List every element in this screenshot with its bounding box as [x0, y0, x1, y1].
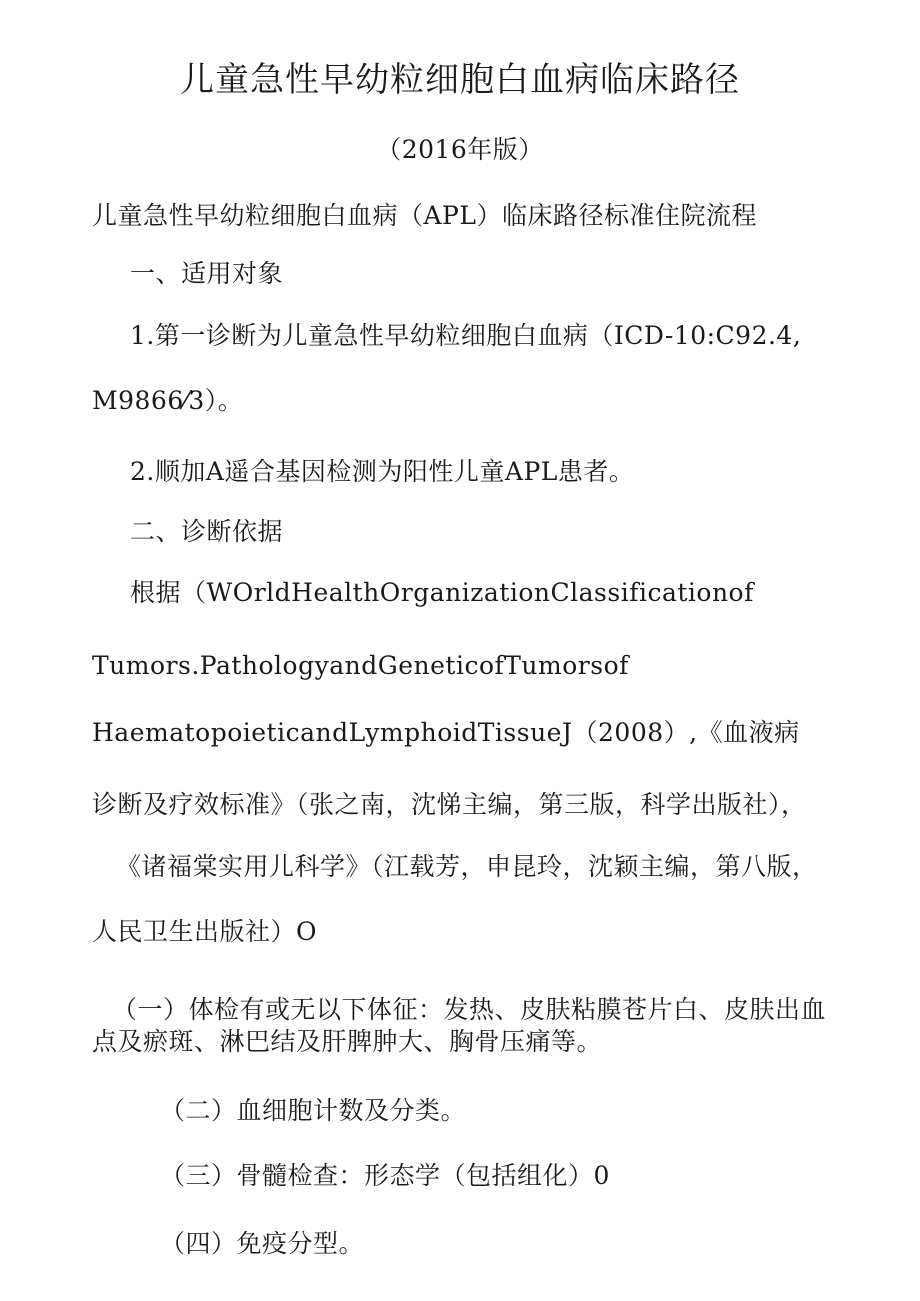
item-bone-marrow: （三）骨髓检查：形态学（包括组化）0	[160, 1161, 610, 1190]
reference-line-1: 根据（WOrldHealthOrganizationClassificationof	[130, 578, 754, 607]
section-heading: 儿童急性早幼粒细胞白血病（APL）临床路径标准住院流程	[92, 201, 757, 230]
paragraph-1b: M9866⁄3）。	[92, 386, 244, 415]
heading-applicable-objects: 一、适用对象	[130, 259, 284, 288]
item-physical-exam: （一）体检有或无以下体征：发热、皮肤粘膜苍片白、皮肤出血点及瘀斑、淋巴结及肝脾肿大、胸骨压痛等。	[92, 995, 827, 1056]
item-blood-count: （二）血细胞计数及分类。	[160, 1096, 467, 1125]
item-immunophenotyping: （四）免疫分型。	[160, 1229, 365, 1258]
document-edition: （2016年版）	[376, 135, 544, 164]
paragraph-1a: 1.第一诊断为儿童急性早幼粒细胞白血病（ICD-10:C92.4,	[130, 321, 802, 350]
reference-line-3: HaematopoieticandLymphoidTissueJ（2008）,《血液病	[92, 718, 800, 747]
heading-diagnosis-basis: 二、诊断依据	[130, 517, 284, 546]
reference-line-2: Tumors.PathologyandGeneticofTumorsof	[92, 651, 629, 680]
paragraph-2: 2.顺加A遥合基因检测为阳性儿童APL患者。	[130, 457, 635, 486]
reference-line-6: 人民卫生出版社）O	[92, 917, 317, 946]
reference-line-4: 诊断及疗效标准》（张之南，沈悌主编，第三版，科学出版社），	[92, 790, 807, 819]
reference-line-5: 《诸福棠实用儿科学》（江载芳，申昆玲，沈颖主编，第八版，	[116, 852, 818, 881]
document-title: 儿童急性早幼粒细胞白血病临床路径	[180, 60, 740, 100]
